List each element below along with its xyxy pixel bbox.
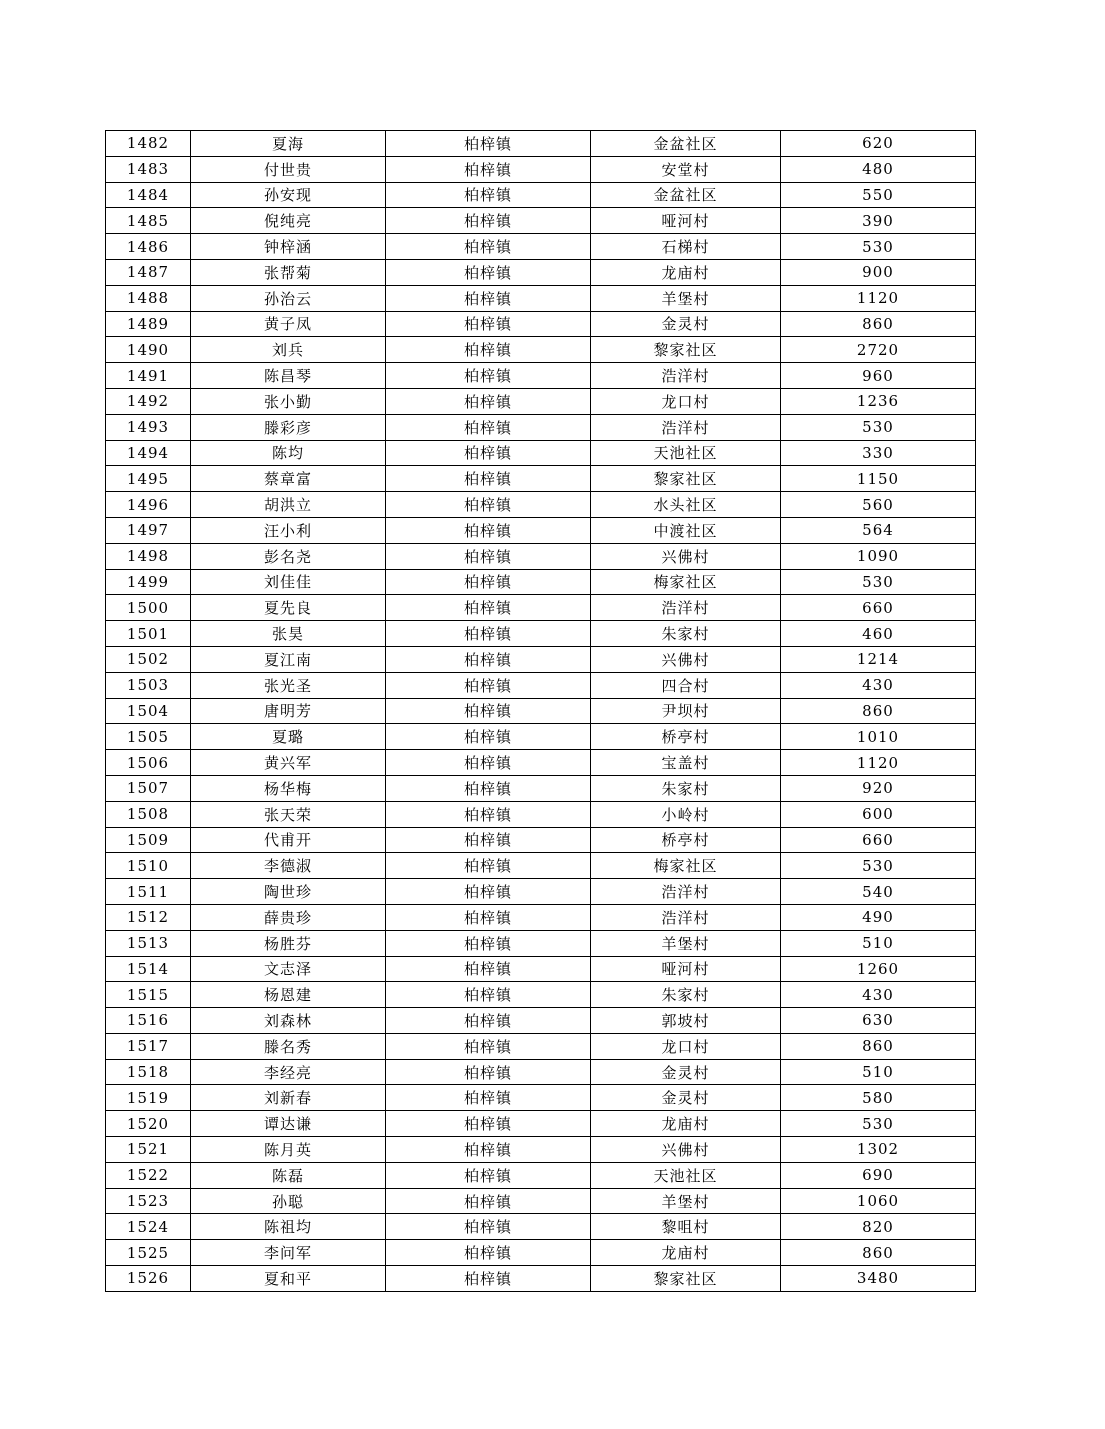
cell-id: 1483: [106, 156, 191, 182]
cell-name: 孙聪: [191, 1188, 386, 1214]
cell-village: 兴佛村: [591, 1137, 781, 1163]
cell-id: 1495: [106, 466, 191, 492]
table-row: [106, 672, 976, 698]
table-row: [106, 131, 976, 157]
table-row: [106, 698, 976, 724]
cell-name: 杨胜芬: [191, 930, 386, 956]
cell-name: 陈昌琴: [191, 363, 386, 389]
cell-town: 柏梓镇: [386, 388, 591, 414]
table-row: [106, 1137, 976, 1163]
cell-town: 柏梓镇: [386, 285, 591, 311]
cell-id: 1490: [106, 337, 191, 363]
cell-id: 1524: [106, 1214, 191, 1240]
cell-id: 1511: [106, 879, 191, 905]
cell-amount: 490: [781, 904, 976, 930]
cell-amount: 330: [781, 440, 976, 466]
cell-amount: 540: [781, 879, 976, 905]
cell-name: 陈均: [191, 440, 386, 466]
cell-id: 1485: [106, 208, 191, 234]
table-row: [106, 646, 976, 672]
cell-name: 陶世珍: [191, 879, 386, 905]
cell-amount: 1150: [781, 466, 976, 492]
cell-village: 金盆社区: [591, 182, 781, 208]
cell-town: 柏梓镇: [386, 337, 591, 363]
cell-town: 柏梓镇: [386, 1111, 591, 1137]
cell-village: 羊堡村: [591, 930, 781, 956]
cell-village: 石梯村: [591, 234, 781, 260]
cell-id: 1516: [106, 1008, 191, 1034]
cell-town: 柏梓镇: [386, 698, 591, 724]
cell-amount: 630: [781, 1008, 976, 1034]
cell-town: 柏梓镇: [386, 801, 591, 827]
table-row: [106, 517, 976, 543]
cell-village: 龙口村: [591, 388, 781, 414]
table-row: [106, 904, 976, 930]
cell-village: 天池社区: [591, 1162, 781, 1188]
cell-town: 柏梓镇: [386, 646, 591, 672]
table-row: [106, 1008, 976, 1034]
cell-id: 1499: [106, 569, 191, 595]
table-row: [106, 879, 976, 905]
table-row: [106, 234, 976, 260]
cell-name: 张小勤: [191, 388, 386, 414]
cell-amount: 480: [781, 156, 976, 182]
cell-amount: 960: [781, 363, 976, 389]
cell-village: 浩洋村: [591, 595, 781, 621]
cell-village: 羊堡村: [591, 285, 781, 311]
table-row: [106, 1266, 976, 1292]
table-row: [106, 621, 976, 647]
cell-name: 李问军: [191, 1240, 386, 1266]
cell-village: 哑河村: [591, 208, 781, 234]
cell-town: 柏梓镇: [386, 1240, 591, 1266]
cell-id: 1504: [106, 698, 191, 724]
cell-amount: 820: [781, 1214, 976, 1240]
table-row: [106, 775, 976, 801]
table-row: [106, 414, 976, 440]
cell-amount: 1236: [781, 388, 976, 414]
cell-town: 柏梓镇: [386, 672, 591, 698]
cell-amount: 2720: [781, 337, 976, 363]
cell-id: 1523: [106, 1188, 191, 1214]
cell-name: 孙安现: [191, 182, 386, 208]
table-row: [106, 1214, 976, 1240]
cell-amount: 430: [781, 982, 976, 1008]
cell-village: 浩洋村: [591, 879, 781, 905]
cell-amount: 460: [781, 621, 976, 647]
cell-amount: 550: [781, 182, 976, 208]
cell-id: 1492: [106, 388, 191, 414]
table-row: [106, 956, 976, 982]
table-row: [106, 259, 976, 285]
table-row: [106, 388, 976, 414]
cell-name: 薛贵珍: [191, 904, 386, 930]
cell-town: 柏梓镇: [386, 311, 591, 337]
table-row: [106, 853, 976, 879]
cell-town: 柏梓镇: [386, 1059, 591, 1085]
cell-amount: 530: [781, 1111, 976, 1137]
cell-village: 浩洋村: [591, 363, 781, 389]
table-row: [106, 1059, 976, 1085]
table-row: [106, 311, 976, 337]
cell-town: 柏梓镇: [386, 440, 591, 466]
cell-village: 黎家社区: [591, 1266, 781, 1292]
cell-id: 1508: [106, 801, 191, 827]
cell-name: 刘兵: [191, 337, 386, 363]
cell-id: 1509: [106, 827, 191, 853]
cell-village: 龙庙村: [591, 1240, 781, 1266]
table-row: [106, 930, 976, 956]
cell-village: 浩洋村: [591, 414, 781, 440]
cell-name: 夏江南: [191, 646, 386, 672]
cell-village: 兴佛村: [591, 646, 781, 672]
cell-town: 柏梓镇: [386, 595, 591, 621]
cell-name: 蔡章富: [191, 466, 386, 492]
cell-village: 黎家社区: [591, 466, 781, 492]
cell-town: 柏梓镇: [386, 363, 591, 389]
cell-id: 1496: [106, 492, 191, 518]
cell-id: 1505: [106, 724, 191, 750]
cell-village: 天池社区: [591, 440, 781, 466]
cell-name: 陈月英: [191, 1137, 386, 1163]
cell-village: 金灵村: [591, 1059, 781, 1085]
cell-amount: 1060: [781, 1188, 976, 1214]
cell-amount: 1302: [781, 1137, 976, 1163]
cell-village: 宝盖村: [591, 750, 781, 776]
cell-town: 柏梓镇: [386, 621, 591, 647]
cell-village: 黎家社区: [591, 337, 781, 363]
cell-village: 浩洋村: [591, 904, 781, 930]
cell-amount: 660: [781, 595, 976, 621]
table-row: [106, 750, 976, 776]
cell-town: 柏梓镇: [386, 1085, 591, 1111]
cell-name: 刘佳佳: [191, 569, 386, 595]
cell-name: 倪纯亮: [191, 208, 386, 234]
cell-town: 柏梓镇: [386, 982, 591, 1008]
cell-town: 柏梓镇: [386, 156, 591, 182]
table-row: [106, 569, 976, 595]
cell-village: 哑河村: [591, 956, 781, 982]
cell-amount: 580: [781, 1085, 976, 1111]
cell-town: 柏梓镇: [386, 208, 591, 234]
cell-village: 羊堡村: [591, 1188, 781, 1214]
cell-id: 1521: [106, 1137, 191, 1163]
cell-town: 柏梓镇: [386, 234, 591, 260]
cell-name: 滕名秀: [191, 1033, 386, 1059]
cell-id: 1519: [106, 1085, 191, 1111]
cell-name: 杨华梅: [191, 775, 386, 801]
cell-village: 梅家社区: [591, 569, 781, 595]
table-row: [106, 982, 976, 1008]
cell-amount: 1120: [781, 750, 976, 776]
cell-name: 夏璐: [191, 724, 386, 750]
cell-name: 滕彩彦: [191, 414, 386, 440]
cell-id: 1526: [106, 1266, 191, 1292]
table-row: [106, 182, 976, 208]
cell-village: 四合村: [591, 672, 781, 698]
cell-amount: 860: [781, 311, 976, 337]
cell-amount: 860: [781, 698, 976, 724]
cell-town: 柏梓镇: [386, 724, 591, 750]
cell-amount: 530: [781, 234, 976, 260]
cell-amount: 620: [781, 131, 976, 157]
table-row: [106, 363, 976, 389]
cell-town: 柏梓镇: [386, 1137, 591, 1163]
cell-id: 1506: [106, 750, 191, 776]
cell-amount: 530: [781, 569, 976, 595]
cell-name: 张帮菊: [191, 259, 386, 285]
cell-name: 汪小利: [191, 517, 386, 543]
cell-amount: 600: [781, 801, 976, 827]
table-row: [106, 285, 976, 311]
cell-id: 1520: [106, 1111, 191, 1137]
cell-name: 唐明芳: [191, 698, 386, 724]
cell-town: 柏梓镇: [386, 1162, 591, 1188]
cell-name: 李德淑: [191, 853, 386, 879]
cell-town: 柏梓镇: [386, 131, 591, 157]
cell-amount: 390: [781, 208, 976, 234]
cell-name: 黄子凤: [191, 311, 386, 337]
cell-amount: 530: [781, 414, 976, 440]
table-row: [106, 1085, 976, 1111]
cell-village: 朱家村: [591, 982, 781, 1008]
cell-name: 钟梓涵: [191, 234, 386, 260]
cell-town: 柏梓镇: [386, 569, 591, 595]
cell-town: 柏梓镇: [386, 414, 591, 440]
cell-id: 1500: [106, 595, 191, 621]
cell-amount: 560: [781, 492, 976, 518]
cell-id: 1507: [106, 775, 191, 801]
cell-village: 金灵村: [591, 1085, 781, 1111]
table-row: [106, 1162, 976, 1188]
cell-name: 夏海: [191, 131, 386, 157]
cell-village: 梅家社区: [591, 853, 781, 879]
cell-village: 安堂村: [591, 156, 781, 182]
cell-village: 朱家村: [591, 621, 781, 647]
cell-id: 1513: [106, 930, 191, 956]
cell-village: 尹坝村: [591, 698, 781, 724]
table-row: [106, 466, 976, 492]
cell-name: 张昊: [191, 621, 386, 647]
cell-town: 柏梓镇: [386, 956, 591, 982]
table-row: [106, 337, 976, 363]
cell-town: 柏梓镇: [386, 930, 591, 956]
cell-amount: 1010: [781, 724, 976, 750]
table-row: [106, 1240, 976, 1266]
cell-town: 柏梓镇: [386, 182, 591, 208]
cell-amount: 1120: [781, 285, 976, 311]
cell-name: 胡洪立: [191, 492, 386, 518]
table-row: [106, 1111, 976, 1137]
cell-village: 兴佛村: [591, 543, 781, 569]
cell-village: 中渡社区: [591, 517, 781, 543]
cell-name: 杨恩建: [191, 982, 386, 1008]
cell-id: 1491: [106, 363, 191, 389]
cell-id: 1502: [106, 646, 191, 672]
cell-village: 金盆社区: [591, 131, 781, 157]
cell-town: 柏梓镇: [386, 853, 591, 879]
cell-village: 龙口村: [591, 1033, 781, 1059]
table-row: [106, 440, 976, 466]
table-row: [106, 492, 976, 518]
cell-id: 1522: [106, 1162, 191, 1188]
cell-name: 彭名尧: [191, 543, 386, 569]
cell-village: 龙庙村: [591, 1111, 781, 1137]
cell-id: 1489: [106, 311, 191, 337]
cell-amount: 510: [781, 930, 976, 956]
cell-amount: 510: [781, 1059, 976, 1085]
table-row: [106, 156, 976, 182]
cell-id: 1501: [106, 621, 191, 647]
cell-amount: 3480: [781, 1266, 976, 1292]
cell-amount: 1090: [781, 543, 976, 569]
cell-id: 1484: [106, 182, 191, 208]
cell-town: 柏梓镇: [386, 543, 591, 569]
cell-name: 代甫开: [191, 827, 386, 853]
cell-town: 柏梓镇: [386, 492, 591, 518]
cell-town: 柏梓镇: [386, 879, 591, 905]
cell-town: 柏梓镇: [386, 259, 591, 285]
cell-id: 1514: [106, 956, 191, 982]
data-table: [105, 130, 976, 1292]
cell-village: 黎咀村: [591, 1214, 781, 1240]
cell-town: 柏梓镇: [386, 904, 591, 930]
cell-name: 李经亮: [191, 1059, 386, 1085]
cell-amount: 1260: [781, 956, 976, 982]
cell-id: 1493: [106, 414, 191, 440]
cell-village: 龙庙村: [591, 259, 781, 285]
cell-id: 1512: [106, 904, 191, 930]
cell-name: 刘新春: [191, 1085, 386, 1111]
cell-id: 1503: [106, 672, 191, 698]
cell-village: 桥亭村: [591, 827, 781, 853]
cell-name: 张天荣: [191, 801, 386, 827]
cell-town: 柏梓镇: [386, 1033, 591, 1059]
cell-name: 孙治云: [191, 285, 386, 311]
cell-id: 1487: [106, 259, 191, 285]
table-row: [106, 724, 976, 750]
table-row: [106, 543, 976, 569]
cell-amount: 920: [781, 775, 976, 801]
cell-amount: 690: [781, 1162, 976, 1188]
cell-village: 小岭村: [591, 801, 781, 827]
cell-amount: 530: [781, 853, 976, 879]
cell-id: 1515: [106, 982, 191, 1008]
cell-id: 1518: [106, 1059, 191, 1085]
cell-name: 黄兴军: [191, 750, 386, 776]
table-row: [106, 1033, 976, 1059]
cell-amount: 660: [781, 827, 976, 853]
cell-amount: 564: [781, 517, 976, 543]
cell-amount: 1214: [781, 646, 976, 672]
cell-id: 1498: [106, 543, 191, 569]
cell-town: 柏梓镇: [386, 775, 591, 801]
cell-id: 1486: [106, 234, 191, 260]
cell-name: 谭达谦: [191, 1111, 386, 1137]
cell-id: 1482: [106, 131, 191, 157]
cell-id: 1510: [106, 853, 191, 879]
cell-town: 柏梓镇: [386, 466, 591, 492]
cell-town: 柏梓镇: [386, 1008, 591, 1034]
table-row: [106, 595, 976, 621]
cell-name: 夏先良: [191, 595, 386, 621]
cell-id: 1497: [106, 517, 191, 543]
cell-village: 桥亭村: [591, 724, 781, 750]
cell-id: 1525: [106, 1240, 191, 1266]
cell-name: 陈磊: [191, 1162, 386, 1188]
table-row: [106, 801, 976, 827]
cell-village: 金灵村: [591, 311, 781, 337]
cell-town: 柏梓镇: [386, 517, 591, 543]
cell-amount: 430: [781, 672, 976, 698]
table-row: [106, 208, 976, 234]
cell-village: 朱家村: [591, 775, 781, 801]
cell-name: 张光圣: [191, 672, 386, 698]
cell-id: 1488: [106, 285, 191, 311]
cell-name: 文志泽: [191, 956, 386, 982]
cell-name: 付世贵: [191, 156, 386, 182]
cell-amount: 900: [781, 259, 976, 285]
cell-town: 柏梓镇: [386, 827, 591, 853]
cell-town: 柏梓镇: [386, 1214, 591, 1240]
table-row: [106, 827, 976, 853]
cell-name: 陈祖均: [191, 1214, 386, 1240]
cell-name: 刘森林: [191, 1008, 386, 1034]
cell-town: 柏梓镇: [386, 1188, 591, 1214]
cell-amount: 860: [781, 1033, 976, 1059]
cell-name: 夏和平: [191, 1266, 386, 1292]
cell-town: 柏梓镇: [386, 750, 591, 776]
cell-id: 1494: [106, 440, 191, 466]
table-row: [106, 1188, 976, 1214]
cell-village: 水头社区: [591, 492, 781, 518]
cell-town: 柏梓镇: [386, 1266, 591, 1292]
cell-amount: 860: [781, 1240, 976, 1266]
cell-village: 郭坡村: [591, 1008, 781, 1034]
cell-id: 1517: [106, 1033, 191, 1059]
